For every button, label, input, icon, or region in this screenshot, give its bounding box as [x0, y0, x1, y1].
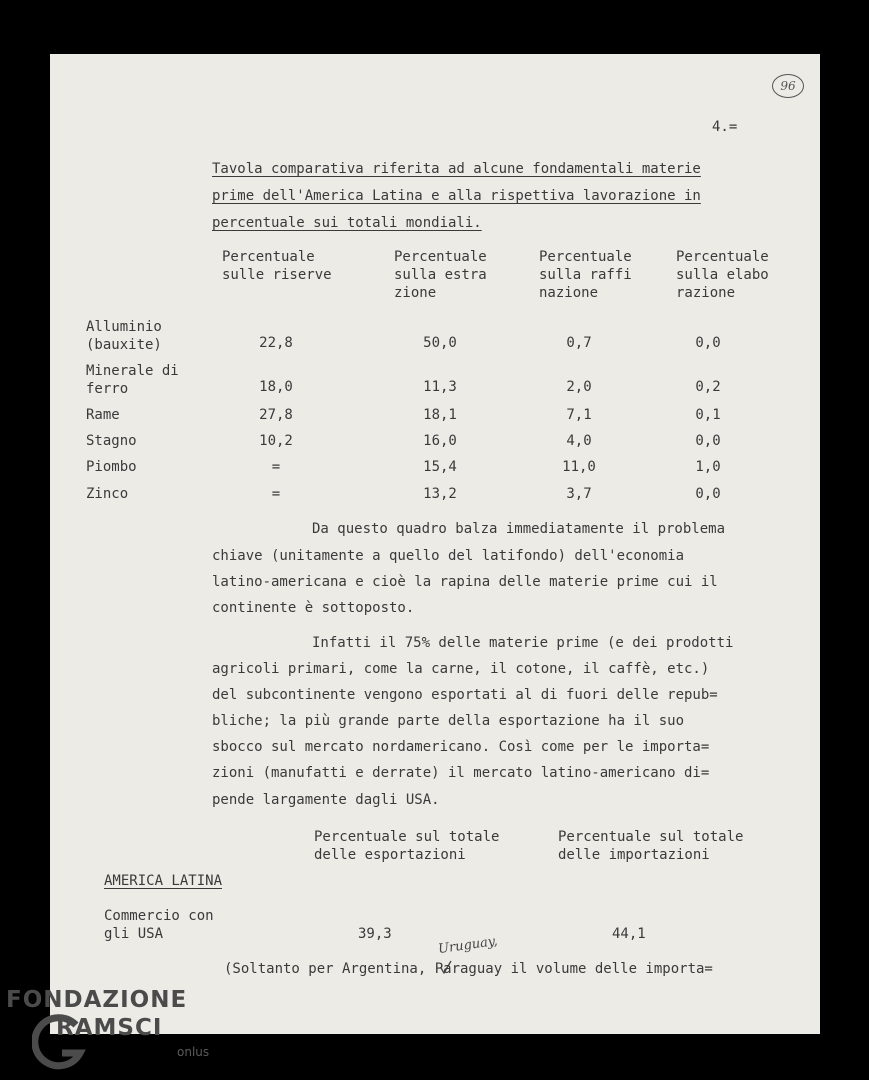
paragraph-line: (Soltanto per Argentina, Paraguay il volume delle importa=: [224, 961, 713, 977]
export-value: 39,3: [358, 926, 392, 942]
trade-row-label-cont: gli USA: [104, 926, 164, 942]
paragraph-line: continente è sottoposto.: [212, 600, 415, 616]
table-title-line-2: prime dell'America Latina e alla rispettiva lavorazione in: [212, 188, 701, 204]
table-cell: 27,8: [259, 407, 293, 423]
table-cell: 0,7: [566, 335, 592, 351]
table-cell: 11,0: [562, 459, 596, 475]
trade-row-label: Commercio con: [104, 908, 214, 924]
table-cell: 7,1: [566, 407, 592, 423]
archive-number-stamp: 96: [772, 74, 804, 98]
table-cell: 0,0: [695, 486, 721, 502]
paragraph-line: Da questo quadro balza immediatamente il problema: [312, 521, 726, 537]
paragraph-line: zioni (manufatti e derrate) il mercato latino-americano di=: [212, 765, 710, 781]
header-extraction-l1: Percentuale: [394, 249, 487, 265]
table-cell: 18,0: [259, 379, 293, 395]
table-title-line-3: percentuale sui totali mondiali.: [212, 215, 482, 231]
table-cell: 0,2: [695, 379, 721, 395]
header-refining-l3: nazione: [539, 285, 599, 301]
table-cell: 13,2: [423, 486, 457, 502]
header-reserves-l2: sulle riserve: [222, 267, 332, 283]
table-cell: 18,1: [423, 407, 457, 423]
table-cell: 0,1: [695, 407, 721, 423]
table-cell: 2,0: [566, 379, 592, 395]
paragraph-line: Infatti il 75% delle materie prime (e dei prodotti: [312, 635, 734, 651]
table-cell: 10,2: [259, 433, 293, 449]
table-cell: 15,4: [423, 459, 457, 475]
header-extraction-l3: zione: [394, 285, 437, 301]
header-processing-l1: Percentuale: [676, 249, 769, 265]
row-label-cont: ferro: [86, 381, 129, 397]
header-extraction-l2: sulla estra: [394, 267, 487, 283]
table-cell: 0,0: [695, 335, 721, 351]
trade-header-imports-l1: Percentuale sul totale: [558, 829, 744, 845]
table-cell: 22,8: [259, 335, 293, 351]
trade-header-exports-l1: Percentuale sul totale: [314, 829, 500, 845]
table-cell: 0,0: [695, 433, 721, 449]
logo-text-bottom: RAMSCI: [56, 1015, 163, 1041]
row-label: Stagno: [86, 433, 137, 449]
handwritten-insertion: Uruguay,: [437, 933, 499, 958]
paragraph-line: agricoli primari, come la carne, il cotone, il caffè, etc.): [212, 661, 710, 677]
table-cell: 16,0: [423, 433, 457, 449]
row-label-cont: (bauxite): [86, 337, 162, 353]
table-cell: 50,0: [423, 335, 457, 351]
logo-text-top: FONDAZIONE: [6, 987, 188, 1013]
table-cell: 11,3: [423, 379, 457, 395]
header-processing-l2: sulla elabo: [676, 267, 769, 283]
paragraph-line: latino-americana e cioè la rapina delle materie prime cui il: [212, 574, 718, 590]
header-refining-l1: Percentuale: [539, 249, 632, 265]
paragraph-line: sbocco sul mercato nordamericano. Così come per le importa=: [212, 739, 710, 755]
paragraph-line: bliche; la più grande parte della esportazione ha il suo: [212, 713, 685, 729]
fondazione-gramsci-logo: [6, 987, 226, 1077]
import-value: 44,1: [612, 926, 646, 942]
page-number: 4.=: [712, 119, 738, 135]
row-label: Rame: [86, 407, 120, 423]
row-label: Alluminio: [86, 319, 162, 335]
paragraph-line: chiave (unitamente a quello del latifondo) dell'economia: [212, 548, 685, 564]
logo-suffix: onlus: [177, 1045, 210, 1059]
document-page: [50, 54, 820, 1034]
trade-header-imports-l2: delle importazioni: [558, 847, 710, 863]
header-processing-l3: razione: [676, 285, 736, 301]
section-heading: AMERICA LATINA: [104, 873, 223, 889]
table-cell: 4,0: [566, 433, 592, 449]
row-label: Minerale di: [86, 363, 179, 379]
table-cell: 1,0: [695, 459, 721, 475]
table-cell: =: [271, 459, 281, 475]
table-title-line-1: Tavola comparativa riferita ad alcune fondamentali materie: [212, 161, 701, 177]
table-cell: 3,7: [566, 486, 592, 502]
row-label: Piombo: [86, 459, 137, 475]
trade-header-exports-l2: delle esportazioni: [314, 847, 466, 863]
table-cell: =: [271, 486, 281, 502]
paragraph-line: del subcontinente vengono esportati al di fuori delle repub=: [212, 687, 718, 703]
paragraph-line: pende largamente dagli USA.: [212, 792, 440, 808]
header-refining-l2: sulla raffi: [539, 267, 632, 283]
header-reserves-l1: Percentuale: [222, 249, 315, 265]
row-label: Zinco: [86, 486, 129, 502]
